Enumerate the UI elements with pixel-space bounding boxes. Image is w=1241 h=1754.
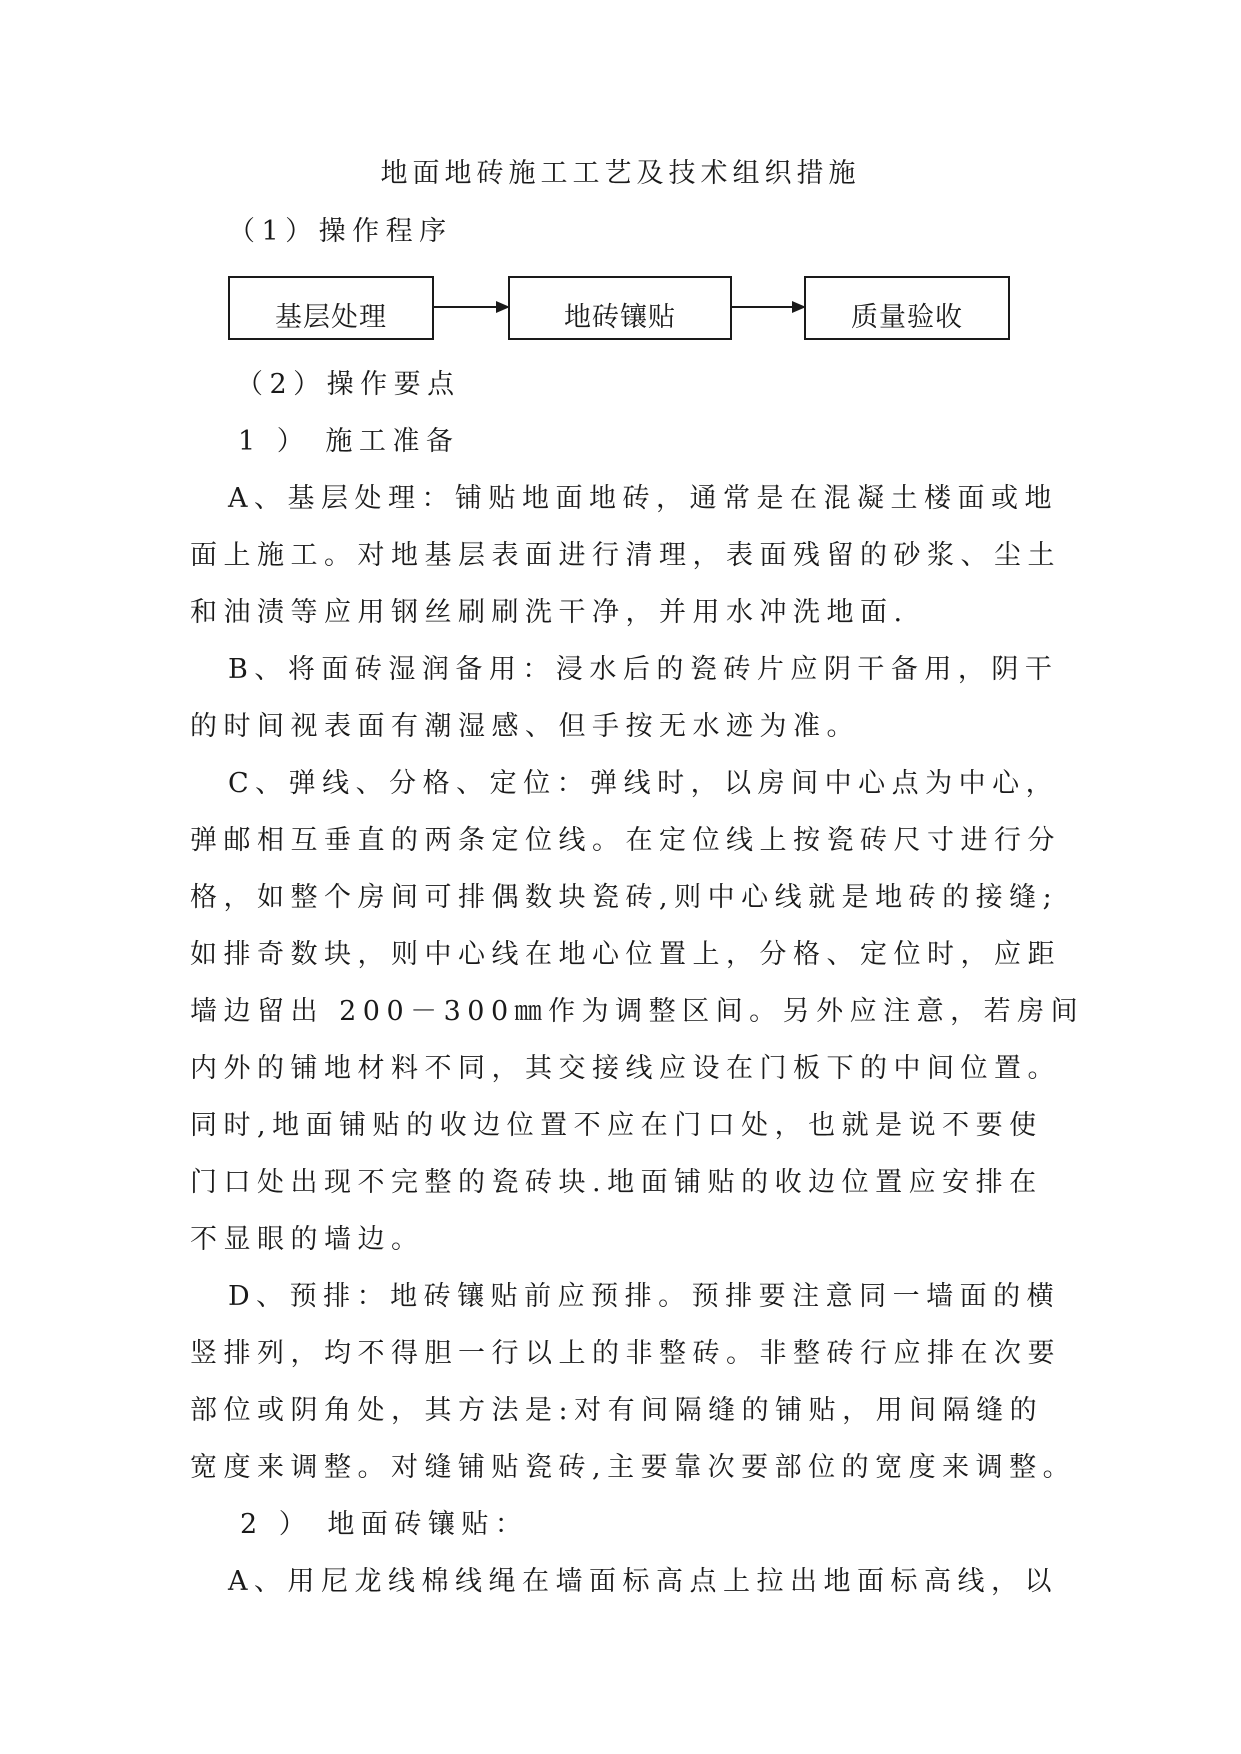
paragraph-line: D、预排：地砖镶贴前应预排。预排要注意同一墙面的横: [228, 1281, 1061, 1312]
paragraph-line: 面上施工。对地基层表面进行清理，表面残留的砂浆、尘土: [190, 540, 1061, 571]
flow-arrow-1: [432, 295, 510, 319]
paragraph-line: A、用尼龙线棉线绳在墙面标高点上拉出地面标高线，以: [228, 1566, 1058, 1597]
paragraph-line: 门口处出现不完整的瓷砖块.地面铺贴的收边位置应安排在: [190, 1167, 1043, 1198]
process-flow-diagram: [0, 0, 1241, 400]
paragraph-line: B、将面砖湿润备用：浸水后的瓷砖片应阴干备用，阴干: [228, 654, 1059, 685]
paragraph-line: C、弹线、分格、定位：弹线时，以房间中心点为中心，: [228, 768, 1060, 799]
subsection-heading-prep: 1 ） 施工准备: [238, 426, 460, 457]
section-heading-1: （1）操作程序: [228, 216, 453, 247]
paragraph-line: 不显眼的墙边。: [190, 1224, 425, 1255]
flow-step-tile-laying: 地砖镶贴: [508, 276, 732, 340]
paragraph-line: 格，如整个房间可排偶数块瓷砖,则中心线就是地砖的接缝;: [190, 882, 1059, 913]
section-heading-2: （2）操作要点: [236, 369, 461, 400]
paragraph-line: 和油渍等应用钢丝刷刷洗干净，并用水冲洗地面.: [190, 597, 909, 628]
paragraph-line: 部位或阴角处，其方法是:对有间隔缝的铺贴，用间隔缝的: [190, 1395, 1044, 1426]
paragraph-line: 的时间视表面有潮湿感、但手按无水迹为准。: [190, 711, 860, 742]
paragraph-line: 内外的铺地材料不同，其交接线应设在门板下的中间位置。: [190, 1053, 1061, 1084]
subsection-heading-laying: 2 ） 地面砖镶贴：: [240, 1509, 529, 1540]
paragraph-line: 墙边留出 200－300㎜作为调整区间。另外应注意，若房间: [190, 996, 1085, 1027]
paragraph-line: 如排奇数块，则中心线在地心位置上，分格、定位时，应距: [190, 939, 1061, 970]
paragraph-line: A、基层处理：铺贴地面地砖，通常是在混凝土楼面或地: [228, 483, 1058, 514]
flow-arrow-2: [730, 295, 806, 319]
flow-step-base-treatment: 基层处理: [228, 276, 434, 340]
paragraph-line: 竖排列，均不得胆一行以上的非整砖。非整砖行应排在次要: [190, 1338, 1061, 1369]
document-title: 地面地砖施工工艺及技术组织措施: [380, 158, 861, 189]
paragraph-line: 同时,地面铺贴的收边位置不应在门口处，也就是说不要使: [190, 1110, 1043, 1141]
paragraph-line: 宽度来调整。对缝铺贴瓷砖,主要靠次要部位的宽度来调整。: [190, 1452, 1077, 1483]
paragraph-line: 弹邮相互垂直的两条定位线。在定位线上按瓷砖尺寸进行分: [190, 825, 1061, 856]
flow-step-quality-check: 质量验收: [804, 276, 1010, 340]
